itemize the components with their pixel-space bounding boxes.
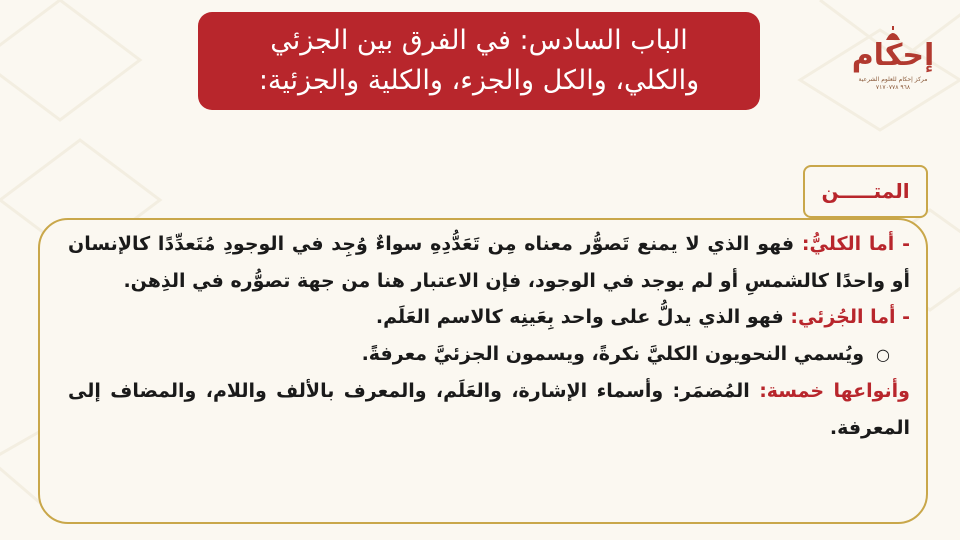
- title-line-1: الباب السادس: في الفرق بين الجزئي: [270, 25, 688, 56]
- paragraph-types: [68, 373, 910, 446]
- types-label: وأنواعها خمسة:: [759, 380, 910, 402]
- title-box: [198, 12, 760, 110]
- matn-tab: المتـــــن: [803, 165, 928, 218]
- logo-phone: ٩٦٨ ٧١٧٠٧٧٨: [875, 84, 911, 91]
- types-text: المُضمَر: وأسماء الإشارة، والعَلَم، والمعرف بالألف واللام، والمضاف إلى المعرفة.: [68, 380, 910, 439]
- paragraph-juzi: [68, 299, 910, 336]
- logo-name: إحكام: [851, 38, 935, 73]
- kulli-label: - أما الكليُّ:: [801, 233, 910, 255]
- logo: [848, 26, 938, 98]
- title-line-2: والكلي، والكل والجزء، والكلية والجزئية:: [258, 65, 700, 96]
- bullet-item: [68, 336, 910, 374]
- bullet-text: ويُسمي النحويون الكليَّ نكرةً، ويسمون الجزئيَّ معرفةً.: [361, 342, 865, 365]
- content-text: [68, 226, 910, 446]
- bullet-circle-icon: ○: [876, 344, 890, 364]
- logo-subtitle: مركز إحكام للعلوم الشرعية: [858, 76, 928, 83]
- juzi-text: فهو الذي يدلُّ على واحد بِعَينِه كالاسم العَلَم.: [375, 306, 791, 328]
- kulli-text: فهو الذي لا يمنع تَصوُّر معناه مِن تَعَدُّدِهِ سواءٌ وُجِد في الوجودِ مُتَعدِّدًا كالإنسان أو واحدًا كالشمسِ أو لم يوجد في الوجود، فإن الاعتبار هنا من جهة تصوُّره في الذِهن.: [68, 233, 910, 292]
- paragraph-kulli: [68, 226, 910, 299]
- juzi-label: - أما الجُزئي:: [790, 306, 910, 328]
